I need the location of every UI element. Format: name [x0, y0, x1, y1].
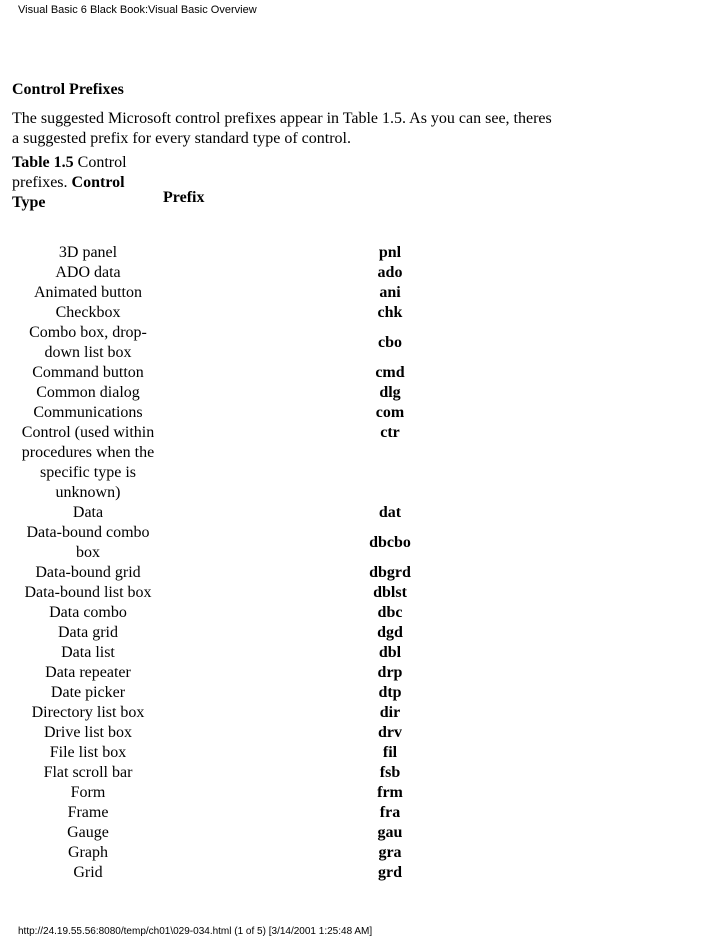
control-type-cell: Directory list box [31, 704, 145, 721]
table-row [14, 843, 474, 863]
table-row [14, 683, 474, 703]
prefix-table-body [14, 243, 474, 883]
control-type-cell: Drive list box [44, 724, 132, 741]
table-row [14, 503, 474, 523]
table-row [14, 243, 474, 263]
table-row [14, 403, 474, 423]
prefix-cell: drv [378, 724, 402, 741]
prefix-cell: dat [378, 504, 402, 521]
column-header-type: Control Type [12, 174, 125, 211]
control-type-cell: Data repeater [45, 664, 131, 681]
intro-paragraph [12, 109, 612, 149]
prefix-cell: gau [377, 824, 403, 841]
prefix-cell: fsb [379, 764, 401, 781]
control-type-cell: Flat scroll bar [43, 764, 133, 781]
prefix-cell: chk [377, 304, 403, 321]
control-type-cell: ADO data [55, 264, 121, 281]
prefix-cell: ctr [380, 424, 400, 441]
table-row [14, 723, 474, 743]
table-row [14, 783, 474, 803]
control-type-cell: Gauge [67, 824, 109, 841]
control-type-cell: Checkbox [55, 304, 121, 321]
prefix-cell: dbc [377, 604, 403, 621]
prefix-cell: dblst [373, 584, 407, 601]
control-type-cell: Combo box, drop-down list box [29, 324, 147, 361]
prefix-cell: drp [377, 664, 403, 681]
control-type-cell: Control (used within procedures when the specific type is unknown) [21, 424, 155, 501]
control-type-cell: Grid [73, 864, 103, 881]
table-row [14, 283, 474, 303]
prefix-cell: dbl [378, 644, 402, 661]
control-type-cell: Communications [33, 404, 143, 421]
section-title: Control Prefixes [12, 81, 124, 98]
table-row [14, 663, 474, 683]
control-type-cell: Data-bound combo box [26, 524, 150, 561]
prefix-cell: dir [379, 704, 401, 721]
control-type-cell: Animated button [34, 284, 142, 301]
table-row [14, 743, 474, 763]
table-caption-label: Table 1.5 [12, 154, 74, 171]
control-type-cell: Data-bound list box [24, 584, 152, 601]
table-row [14, 643, 474, 663]
control-type-cell: Data combo [49, 604, 127, 621]
table-row [14, 703, 474, 723]
table-row [14, 863, 474, 883]
table-row [14, 363, 474, 383]
table-caption-text: Control prefixes. [12, 154, 127, 191]
table-row [14, 423, 474, 503]
intro-line: a suggested prefix for every standard type of control. [12, 130, 351, 147]
table-row [14, 303, 474, 323]
table-row [14, 603, 474, 623]
table-row [14, 763, 474, 783]
prefix-cell: fil [382, 744, 398, 761]
prefix-cell: dbgrd [369, 564, 411, 581]
prefix-cell: dtp [378, 684, 402, 701]
prefix-cell: gra [378, 844, 402, 861]
table-row [14, 583, 474, 603]
control-type-cell: File list box [49, 744, 127, 761]
control-type-cell: Date picker [50, 684, 126, 701]
control-type-cell: Command button [32, 364, 144, 381]
table-row [14, 383, 474, 403]
prefix-cell: frm [377, 784, 403, 801]
control-type-cell: Frame [67, 804, 109, 821]
table-row [14, 623, 474, 643]
table-row [14, 323, 474, 363]
table-caption [12, 153, 152, 213]
prefix-cell: ado [377, 264, 403, 281]
column-header-prefix: Prefix [163, 189, 205, 206]
prefix-cell: dbcbo [369, 534, 411, 551]
table-row [14, 823, 474, 843]
table-row [14, 523, 474, 563]
prefix-cell: ani [379, 284, 401, 301]
control-type-cell: Data list [61, 644, 115, 661]
table-row [14, 563, 474, 583]
control-type-cell: Common dialog [36, 384, 140, 401]
prefix-cell: pnl [378, 244, 402, 261]
table-row [14, 803, 474, 823]
control-type-cell: Data [72, 504, 104, 521]
prefix-cell: cbo [378, 334, 402, 351]
control-type-cell: Form [70, 784, 106, 801]
intro-line: The suggested Microsoft control prefixes appear in Table 1.5. As you can see, theres [12, 110, 552, 127]
prefix-cell: grd [378, 864, 402, 881]
control-type-cell: Graph [68, 844, 108, 861]
control-type-cell: Data grid [58, 624, 118, 641]
page-footer-url: http://24.19.55.56:8080/temp/ch01\029-034.html (1 of 5) [3/14/2001 1:25:48 AM] [18, 926, 373, 937]
prefix-cell: fra [379, 804, 401, 821]
control-type-cell: 3D panel [58, 244, 118, 261]
page-header-title: Visual Basic 6 Black Book:Visual Basic Overview [18, 4, 257, 16]
table-row [14, 263, 474, 283]
prefix-cell: dgd [377, 624, 403, 641]
prefix-cell: com [375, 404, 405, 421]
prefix-cell: dlg [379, 384, 401, 401]
prefix-cell: cmd [375, 364, 405, 381]
control-type-cell: Data-bound grid [35, 564, 141, 581]
